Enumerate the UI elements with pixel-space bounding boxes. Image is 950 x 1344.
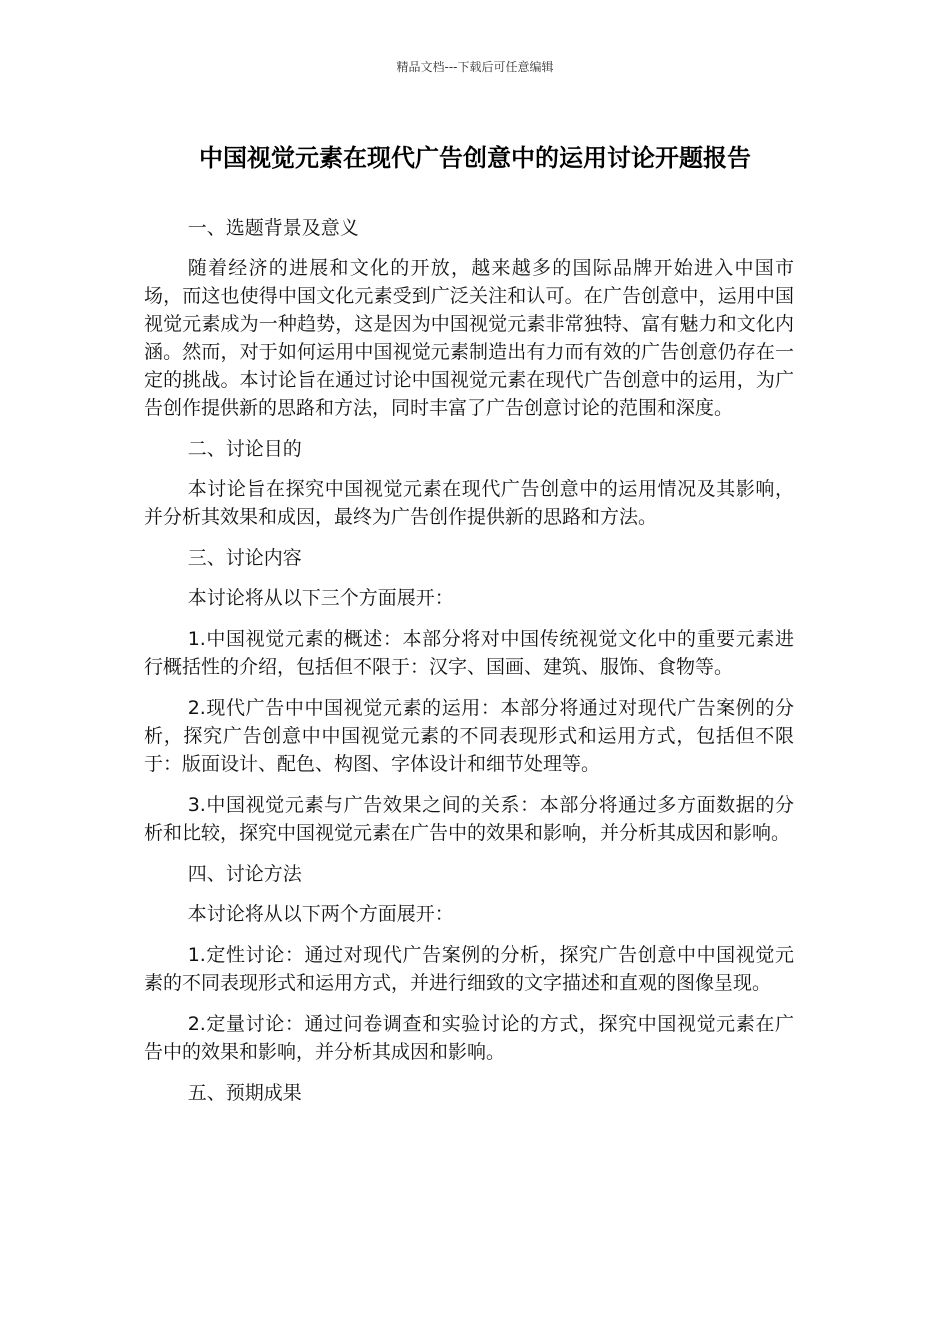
list-item-method-2: 2.定量讨论：通过问卷调查和实验讨论的方式，探究中国视觉元素在广告中的效果和影响，并分析其成因和影响。 [144, 1013, 794, 1063]
paragraph-purpose: 本讨论旨在探究中国视觉元素在现代广告创意中的运用情况及其影响，并分析其效果和成因，最终为广告创作提供新的思路和方法。 [144, 478, 794, 528]
list-item-content-1: 1.中国视觉元素的概述：本部分将对中国传统视觉文化中的重要元素进行概括性的介绍，包括但不限于：汉字、国画、建筑、服饰、食物等。 [144, 628, 794, 678]
section-heading-purpose: 二、讨论目的 [187, 438, 302, 460]
section-heading-method: 四、讨论方法 [187, 863, 302, 885]
section-heading-outcomes: 五、预期成果 [187, 1082, 302, 1104]
list-item-method-1: 1.定性讨论：通过对现代广告案例的分析，探究广告创意中中国视觉元素的不同表现形式和运用方式，并进行细致的文字描述和直观的图像呈现。 [144, 944, 794, 994]
paragraph-background: 随着经济的进展和文化的开放，越来越多的国际品牌开始进入中国市场，而这也使得中国文化元素受到广泛关注和认可。在广告创意中，运用中国视觉元素成为一种趋势，这是因为中国视觉元素非常独特、富有魅力和文化内涵。然而，对于如何运用中国视觉元素制造出有力而有效的广告创意仍存在一定的挑战。本讨论旨在通过讨论中国视觉元素在现代广告创意中的运用，为广告创作提供新的思路和方法，同时丰富了广告创意讨论的范围和深度。 [144, 257, 794, 419]
section-heading-content: 三、讨论内容 [187, 547, 302, 569]
list-item-content-3: 3.中国视觉元素与广告效果之间的关系：本部分将通过多方面数据的分析和比较，探究中国视觉元素在广告中的效果和影响，并分析其成因和影响。 [144, 794, 794, 844]
paragraph-content-intro: 本讨论将从以下三个方面展开： [187, 587, 454, 609]
document-title: 中国视觉元素在现代广告创意中的运用讨论开题报告 [199, 144, 751, 172]
list-item-content-2: 2.现代广告中中国视觉元素的运用：本部分将通过对现代广告案例的分析，探究广告创意中中国视觉元素的不同表现形式和运用方式，包括但不限于：版面设计、配色、构图、字体设计和细节处理等。 [144, 697, 794, 775]
paragraph-method-intro: 本讨论将从以下两个方面展开： [187, 903, 454, 925]
header-note: 精品文档---下载后可任意编辑 [396, 60, 554, 74]
section-heading-background: 一、选题背景及意义 [187, 217, 359, 239]
document-body [144, 214, 794, 1119]
